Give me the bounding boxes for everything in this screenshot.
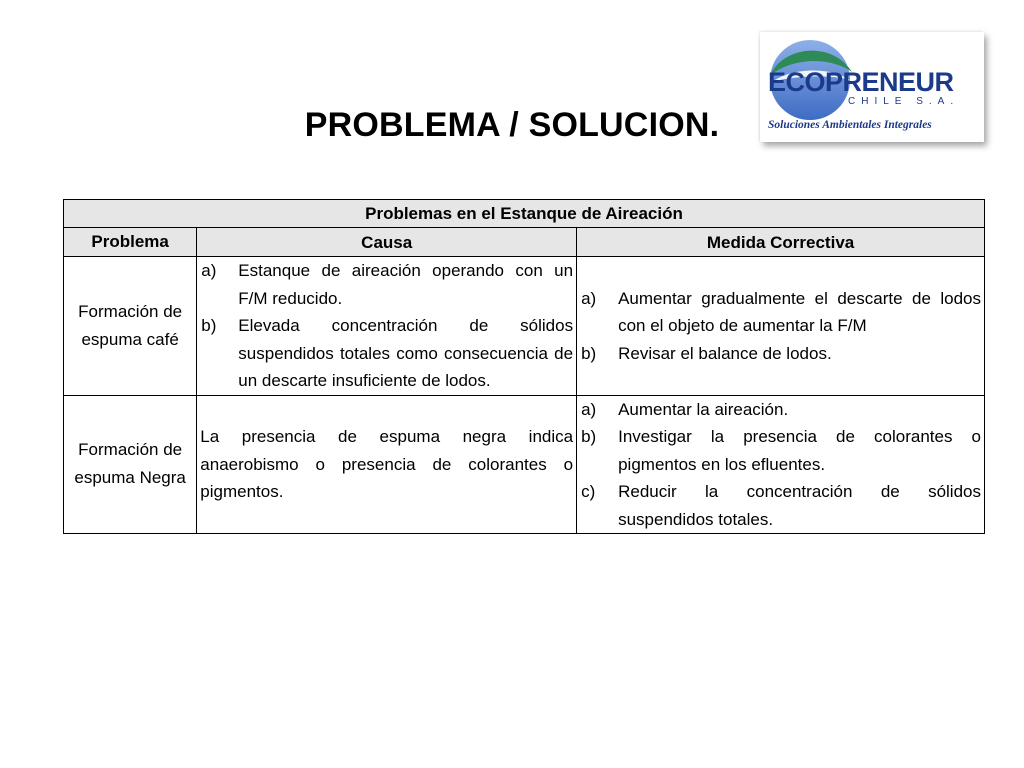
problema-cell: Formación de espuma Negra (64, 395, 197, 534)
medida-cell (577, 395, 985, 534)
logo-country: CHILE S.A. (848, 96, 960, 107)
list-item (580, 478, 981, 533)
list-item-text: Estanque de aireación operando con un F/M reducido. (238, 261, 574, 308)
list-item-text: Investigar la presencia de colorantes o pigmentos en los efluentes. (618, 427, 981, 474)
causa-cell (197, 395, 577, 534)
list-marker: a) (201, 261, 217, 280)
medida-list (580, 396, 981, 534)
slide-title: PROBLEMA / SOLUCION. (304, 106, 720, 144)
list-item-text: Aumentar gradualmente el descarte de lodos con el objeto de aumentar la F/M (618, 288, 981, 335)
problema-cell: Formación de espuma café (64, 257, 197, 396)
causa-cell (197, 257, 577, 396)
list-marker: a) (581, 288, 597, 308)
list-item (580, 423, 981, 478)
table-row (64, 395, 985, 534)
causa-list (200, 257, 573, 395)
list-marker: b) (201, 316, 217, 335)
header-causa: Causa (197, 228, 577, 257)
list-marker: b) (581, 343, 597, 363)
table-caption: Problemas en el Estanque de Aireación (64, 200, 985, 228)
medida-cell (577, 257, 985, 396)
list-marker: a) (581, 399, 597, 419)
list-item (580, 396, 981, 424)
list-item-text: Revisar el balance de lodos. (618, 343, 832, 363)
medida-list (580, 285, 981, 368)
logo-brand: ECOPRENEUR (768, 67, 954, 97)
list-item (580, 285, 981, 340)
list-item (200, 257, 573, 312)
header-problema: Problema (64, 228, 197, 257)
list-marker: c) (581, 482, 596, 501)
list-item (580, 340, 981, 368)
list-item-text: Elevada concentración de sólidos suspendidos totales como consecuencia de un descarte insuficiente de lodos. (238, 316, 574, 390)
table-row (64, 257, 985, 396)
list-marker: b) (581, 427, 597, 446)
list-item (200, 312, 573, 395)
problems-table (63, 199, 985, 534)
header-medida: Medida Correctiva (577, 228, 985, 257)
causa-text: La presencia de espuma negra indica anaerobismo o presencia de colorantes o pigmentos. (200, 427, 574, 501)
list-item-text: Reducir la concentración de sólidos suspendidos totales. (618, 482, 981, 529)
list-item-text: Aumentar la aireación. (618, 399, 789, 419)
logo-tagline: Soluciones Ambientales Integrales (768, 119, 932, 131)
